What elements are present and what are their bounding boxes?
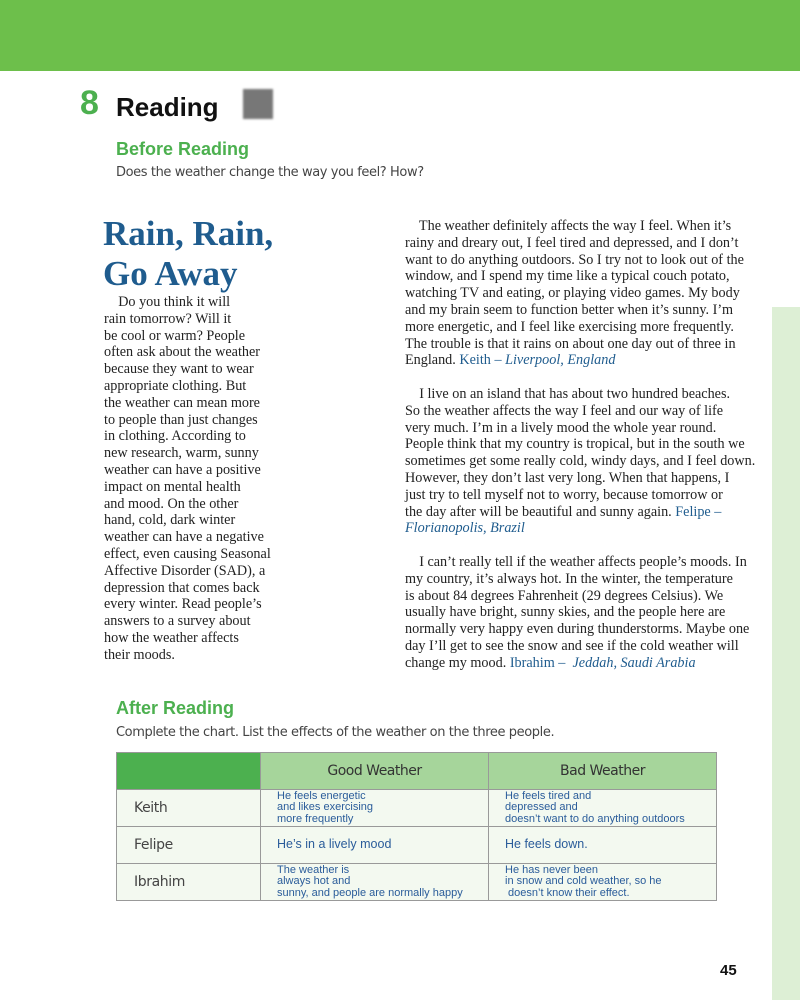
bad-weather-answer[interactable]: He has never been in snow and cold weather, so he doesn’t know their effect. [489, 864, 717, 901]
page-number: 45 [720, 962, 737, 979]
good-weather-answer[interactable]: He feels energetic and likes exercising more frequently [261, 790, 489, 827]
good-weather-answer[interactable]: He’s in a lively mood [261, 827, 489, 864]
answer-name: Keith – [459, 352, 506, 369]
table-row [117, 827, 717, 864]
bad-weather-answer[interactable]: He feels tired and depressed and doesn’t want to do anything outdoors [489, 790, 717, 827]
survey-answers [405, 218, 755, 688]
answer-place: Florianopolis, Brazil [405, 520, 525, 537]
article-title-line: Go Away [103, 254, 238, 293]
after-reading-prompt: Complete the chart. List the effects of the weather on the three people. [116, 725, 555, 740]
before-reading-prompt: Does the weather change the way you feel? How? [116, 165, 424, 180]
row-person: Keith [117, 790, 261, 827]
answer-keith [405, 218, 755, 369]
row-person: Ibrahim [117, 864, 261, 901]
effects-chart [116, 752, 717, 901]
article-title [103, 214, 273, 294]
answer-felipe [405, 386, 755, 537]
unit-number: 8 [80, 84, 99, 122]
answer-text: I live on an island that has about two hundred beaches. So the weather affects the way I feel and our way of life very much. I’m in a lively mood the whole year round. People think that my country is tropical, but in the south we sometimes get some really cold, windy days, and I feel down. However, they don’t last very long. When that happens, I just try to tell myself not to worry, because tomorrow or the day after will be beautiful and sunny again. [405, 385, 756, 520]
answer-text: I can’t really tell if the weather affects people’s moods. In my country, it’s always hot. In the winter, the temperature is about 84 degrees Fahrenheit (29 degrees Celsius). We usually have bright, sunny skies, and the people here are normally very happy even during thunderstorms. Maybe one day I’ll get to see the snow and see if the cold weather will change my mood. [405, 553, 750, 671]
after-reading-heading: After Reading [116, 698, 235, 718]
header-cell-blank [117, 753, 261, 790]
table-row [117, 864, 717, 901]
page-title: Reading [116, 92, 219, 122]
header-bad-weather: Bad Weather [489, 753, 717, 790]
answer-place: Liverpool, England [505, 352, 616, 369]
answer-name: Ibrahim – [509, 654, 573, 671]
article-intro: Do you think it will rain tomorrow? Will it be cool or warm? People often ask about the weather because they want to wear appropriate clothing. But the weather can mean more to people than just changes in clothing. According to new research, warm, sunny weather can have a positive impact on mental health and mood. On the other hand, cold, dark winter weather can have a negative effect, even causing Seasonal Affective Disorder (SAD), a depression that comes back every winter. Read people’s answers to a survey about how the weather affects their moods. [104, 294, 271, 663]
answer-ibrahim [405, 554, 755, 672]
table-row [117, 790, 717, 827]
bad-weather-answer[interactable]: He feels down. [489, 827, 717, 864]
audio-icon [243, 89, 273, 119]
header-good-weather: Good Weather [261, 753, 489, 790]
table-header-row [117, 753, 717, 790]
article-title-line: Rain, Rain, [103, 214, 274, 253]
row-person: Felipe [117, 827, 261, 864]
answer-place: Jeddah, Saudi Arabia [572, 654, 696, 671]
answer-name: Felipe – [675, 503, 722, 520]
top-banner [0, 0, 800, 71]
answer-text: The weather definitely affects the way I feel. When it’s rainy and dreary out, I feel tired and depressed, and I don’t want to do anything outdoors. So I try not to look out of the window, and I spend my time like a typical couch potato, watching TV and eating, or playing video games. My body and my brain seem to function better when it’s sunny. I’m more energetic, and I feel like exercising more frequently. The trouble is that it rains on about one day out of three in England. [405, 218, 744, 369]
good-weather-answer[interactable]: The weather is always hot and sunny, and people are normally happy [261, 864, 489, 901]
before-reading-heading: Before Reading [116, 139, 250, 159]
side-tab [772, 307, 800, 1000]
